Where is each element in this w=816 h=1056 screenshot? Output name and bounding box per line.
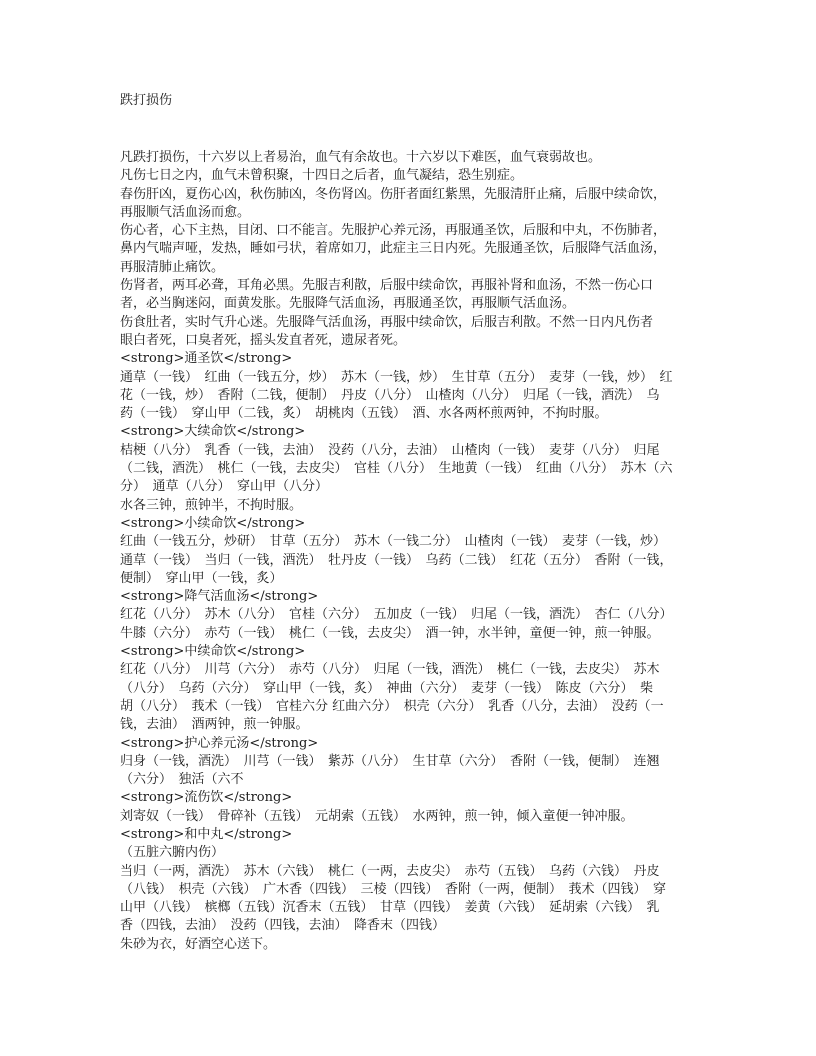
text-line: 花（一钱，炒） 香附（二钱，便制） 丹皮（八分） 山楂肉（八分） 归尾（一钱，酒洗） 乌 xyxy=(120,387,660,403)
document-body xyxy=(120,149,700,954)
text-line: （五脏六腑内伤） xyxy=(120,845,225,861)
text-line: 红曲（一钱五分，炒研） 甘草（五分） 苏木（一钱二分） 山楂肉（一钱） 麦芽（一钱，炒） xyxy=(120,534,667,550)
text-line: 山甲（八钱） 槟榔（五钱）沉香末（五钱） 甘草（四钱） 姜黄（六钱） 延胡索（六钱） 乳 xyxy=(120,900,660,916)
text-line: 分） 通草（八分） 穿山甲（八分） xyxy=(120,479,329,495)
text-line: 当归（一两，酒洗） 苏木（六钱） 桃仁（一两，去皮尖） 赤芍（五钱） 乌药（六钱） 丹皮 xyxy=(120,863,660,879)
text-line: 药（一钱） 穿山甲（二钱，炙） 胡桃肉（五钱） 酒、水各两杯煎两钟，不拘时服。 xyxy=(120,406,608,422)
text-line: 伤肾者，两耳必聋，耳角必黑。先服吉利散，后服中续命饮，再服补肾和血汤，不然一伤心口 xyxy=(120,278,654,294)
text-line: 凡跌打损伤，十六岁以上者易治，血气有余故也。十六岁以下难医，血气衰弱故也。 xyxy=(120,150,602,165)
text-line: 红花（八分） 苏木（八分） 官桂（六分） 五加皮（一钱） 归尾（一钱，酒洗） 杏仁（八分） xyxy=(120,607,673,623)
text-line: （八分） 乌药（六分） 穿山甲（一钱，炙） 神曲（六分） 麦芽（一钱） 陈皮（六分） 柴 xyxy=(120,680,654,696)
text-line: 通草（一钱） 红曲（一钱五分，炒） 苏木（一钱，炒） 生甘草（五分） 麦芽（一钱，炒） 红 xyxy=(120,369,673,385)
text-line: 便制） 穿山甲（一钱，炙） xyxy=(120,570,283,586)
section-heading: <strong>流伤饮</strong> xyxy=(120,790,293,806)
text-line: （二钱，酒洗） 桃仁（一钱，去皮尖） 官桂（八分） 生地黄（一钱） 红曲（八分） 苏木（六 xyxy=(120,461,673,477)
section-heading: <strong>和中丸</strong> xyxy=(120,826,293,842)
text-line: 钱，去油） 酒两钟，煎一钟服。 xyxy=(120,717,309,733)
text-line: 水各三钟，煎钟半，不拘时服。 xyxy=(120,497,303,513)
text-line: 桔梗（八分） 乳香（一钱，去油） 没药（八分，去油） 山楂肉（一钱） 麦芽（八分） 归尾 xyxy=(120,442,660,458)
text-line: 再服顺气活血汤而愈。 xyxy=(120,204,251,220)
text-line: 再服清肺止痛饮。 xyxy=(120,259,225,275)
text-line: 归身（一钱，酒洗） 川芎（一钱） 紫苏（八分） 生甘草（六分） 香附（一钱，便制） 连翘 xyxy=(120,753,660,769)
text-line: （八钱） 枳壳（六钱） 广木香（四钱） 三棱（四钱） 香附（一两，便制） 莪术（四钱） 穿 xyxy=(120,881,667,897)
text-line: 香（四钱，去油） 没药（四钱，去油） 降香末（四钱） xyxy=(120,918,446,934)
text-line: 红花（八分） 川芎（六分） 赤芍（八分） 归尾（一钱，酒洗） 桃仁（一钱，去皮尖） 苏木 xyxy=(120,662,660,678)
text-line: 伤心者，心下主热，目闭、口不能言。先服护心养元汤，再服通圣饮，后服和中丸，不伤肺者， xyxy=(120,223,667,239)
text-line: 眼白者死，口臭者死，摇头发直者死，遗尿者死。 xyxy=(120,332,407,348)
section-heading: <strong>中续命饮</strong> xyxy=(120,644,306,660)
text-line: 伤食肚者，实时气升心迷。先服降气活血汤，再服中续命饮，后服吉利散。不然一日内凡伤者 xyxy=(120,314,654,330)
text-line: 胡（八分） 莪术（一钱） 官桂六分 红曲六分） 枳壳（六分） 乳香（八分，去油） 没药（一 xyxy=(120,698,664,714)
text-line: 者，必当胸迷闷，面黄发胀。先服降气活血汤，再服通圣饮，再服顺气活血汤。 xyxy=(120,296,576,312)
text-line: 凡伤七日之内，血气未曾积聚，十四日之后者，血气凝结，恐生别症。 xyxy=(120,168,524,184)
text-line: 通草（一钱） 当归（一钱，酒洗） 牡丹皮（一钱） 乌药（二钱） 红花（五分） 香附（一钱， xyxy=(120,552,673,568)
section-heading: <strong>通圣饮</strong> xyxy=(120,351,293,367)
section-heading: <strong>降气活血汤</strong> xyxy=(120,589,319,605)
section-heading: <strong>护心养元汤</strong> xyxy=(120,735,319,751)
text-line: 朱砂为衣，好酒空心送下。 xyxy=(120,936,277,952)
text-line: 春伤肝凶，夏伤心凶，秋伤肺凶，冬伤肾凶。伤肝者面红紫黑，先服清肝止痛，后服中续命饮， xyxy=(120,186,667,202)
section-heading: <strong>小续命饮</strong> xyxy=(120,515,306,531)
page-title: 跌打损伤 xyxy=(120,93,173,108)
text-line: （六分） 独活（六不 xyxy=(120,772,244,788)
text-line: 刘寄奴（一钱） 骨碎补（五钱） 元胡索（五钱） 水两钟，煎一钟，倾入童便一钟冲服。 xyxy=(120,808,634,824)
section-heading: <strong>大续命饮</strong> xyxy=(120,424,306,440)
text-line: 鼻内气喘声哑，发热，睡如弓状，着席如刀，此症主三日内死。先服通圣饮，后服降气活血汤， xyxy=(120,241,667,257)
text-line: 牛膝（六分） 赤芍（一钱） 桃仁（一钱，去皮尖） 酒一钟，水半钟，童便一钟，煎一钟服。 xyxy=(120,625,660,641)
